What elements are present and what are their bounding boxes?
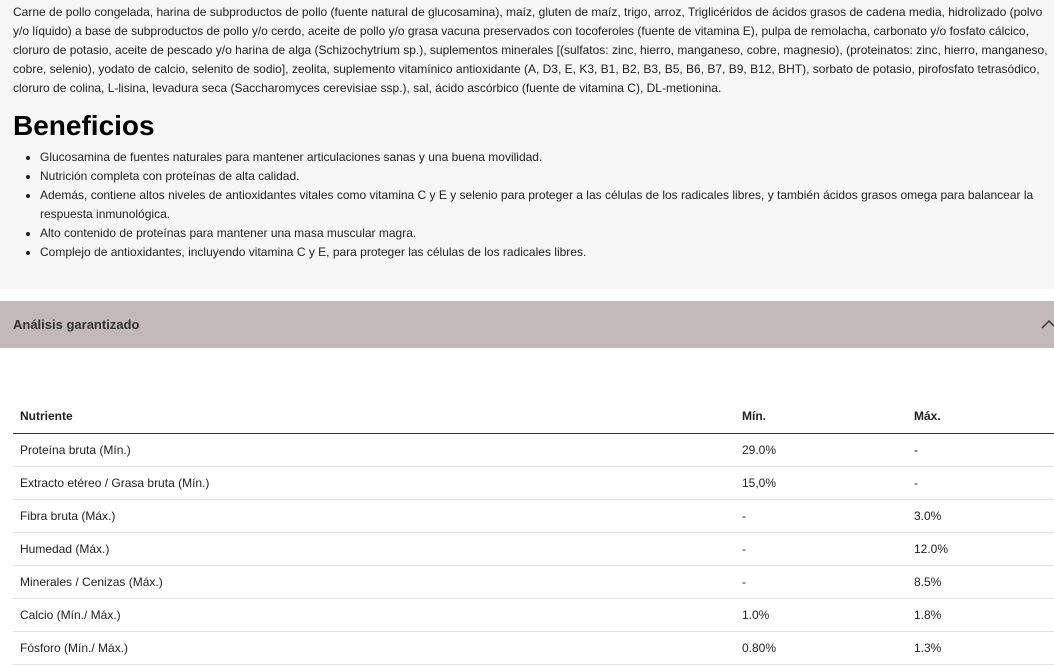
min-cell: - (735, 533, 907, 566)
max-cell: 1.8% (907, 599, 1054, 632)
nutrient-cell: Minerales / Cenizas (Máx.) (13, 566, 735, 599)
table-row (13, 533, 1054, 566)
table-header-row (13, 398, 1054, 434)
min-cell: 15,0% (735, 467, 907, 500)
nutrient-cell: Fósforo (Mín./ Máx.) (13, 632, 735, 665)
benefit-item: • Glucosamina de fuentes naturales para mantener articulaciones sanas y una buena movilidad. (40, 148, 1050, 167)
column-header-min: Mín. (735, 398, 907, 434)
accordion-title: Análisis garantizado (13, 317, 140, 332)
benefit-item: • Alto contenido de proteínas para mantener una masa muscular magra. (40, 224, 1050, 243)
product-details-panel (0, 0, 1054, 289)
max-cell: 12.0% (907, 533, 1054, 566)
benefit-item: • Nutrición completa con proteínas de alta calidad. (40, 167, 1050, 186)
min-cell: - (735, 566, 907, 599)
table-row (13, 467, 1054, 500)
max-cell: - (907, 467, 1054, 500)
column-header-max: Máx. (907, 398, 1054, 434)
table-row (13, 599, 1054, 632)
guaranteed-analysis-accordion-toggle[interactable] (0, 301, 1054, 348)
max-cell: 8.5% (907, 566, 1054, 599)
chevron-up-icon[interactable] (1040, 315, 1054, 333)
min-cell: 29.0% (735, 434, 907, 467)
benefit-item: • Complejo de antioxidantes, incluyendo vitamina C y E, para proteger las células de los radicales libres. (40, 243, 1050, 262)
ingredients-text: Carne de pollo congelada, harina de subproductos de pollo (fuente natural de glucosamina), maíz, gluten de maíz, trigo, arroz, Triglicéridos de ácidos grasos de cadena media, hidrolizado (polvo y/o líquido) a base de subproductos de pollo y/o cerdo, aceite de pollo y/o grasa vacuna preservados con tocoferoles (fuente de vitamina E), pulpa de remolacha, carbonato y/o fosfato cálcico, cloruro de potasio, aceite de pescado y/o harina de alga (Schizochytrium sp.), suplementos minerales [(sulfatos: zinc, hierro, manganeso, cobre, magnesio), (proteinatos: zinc, hierro, manganeso, cobre, selenio), yodato de calcio, selenito de sodio], zeolita, suplemento vitamínico antioxidante (A, D3, E, K3, B1, B2, B3, B5, B6, B7, B9, B12, BHT), sorbato de potasio, pirofosfato tetrasódico, cloruro de colina, L-lisina, levadura seca (Saccharomyces cerevisiae ssp.), sal, ácido ascórbico (fuente de vitamina C), DL-metionina. (13, 5, 1048, 95)
min-cell: 1.0% (735, 599, 907, 632)
column-header-nutrient: Nutriente (13, 398, 735, 434)
table-row (13, 566, 1054, 599)
max-cell: - (907, 434, 1054, 467)
table-row (13, 632, 1054, 665)
nutrient-cell: Extracto etéreo / Grasa bruta (Mín.) (13, 467, 735, 500)
table-row (13, 500, 1054, 533)
guaranteed-analysis-table (13, 398, 1054, 665)
table-row (13, 434, 1054, 467)
min-cell: 0.80% (735, 632, 907, 665)
benefit-item: • Además, contiene altos niveles de antioxidantes vitales como vitamina C y E y selenio para proteger a las células de los radicales libres, y también ácidos grasos omega para balancear la respuesta inmunológica. (40, 186, 1050, 224)
benefits-list (13, 148, 1050, 262)
nutrient-cell: Humedad (Máx.) (13, 533, 735, 566)
max-cell: 1.3% (907, 632, 1054, 665)
nutrient-cell: Calcio (Mín./ Máx.) (13, 599, 735, 632)
max-cell: 3.0% (907, 500, 1054, 533)
benefits-heading: Beneficios (13, 110, 155, 141)
nutrient-cell: Fibra bruta (Máx.) (13, 500, 735, 533)
guaranteed-analysis-table-wrapper (13, 398, 1054, 665)
nutrient-cell: Proteína bruta (Mín.) (13, 434, 735, 467)
min-cell: - (735, 500, 907, 533)
